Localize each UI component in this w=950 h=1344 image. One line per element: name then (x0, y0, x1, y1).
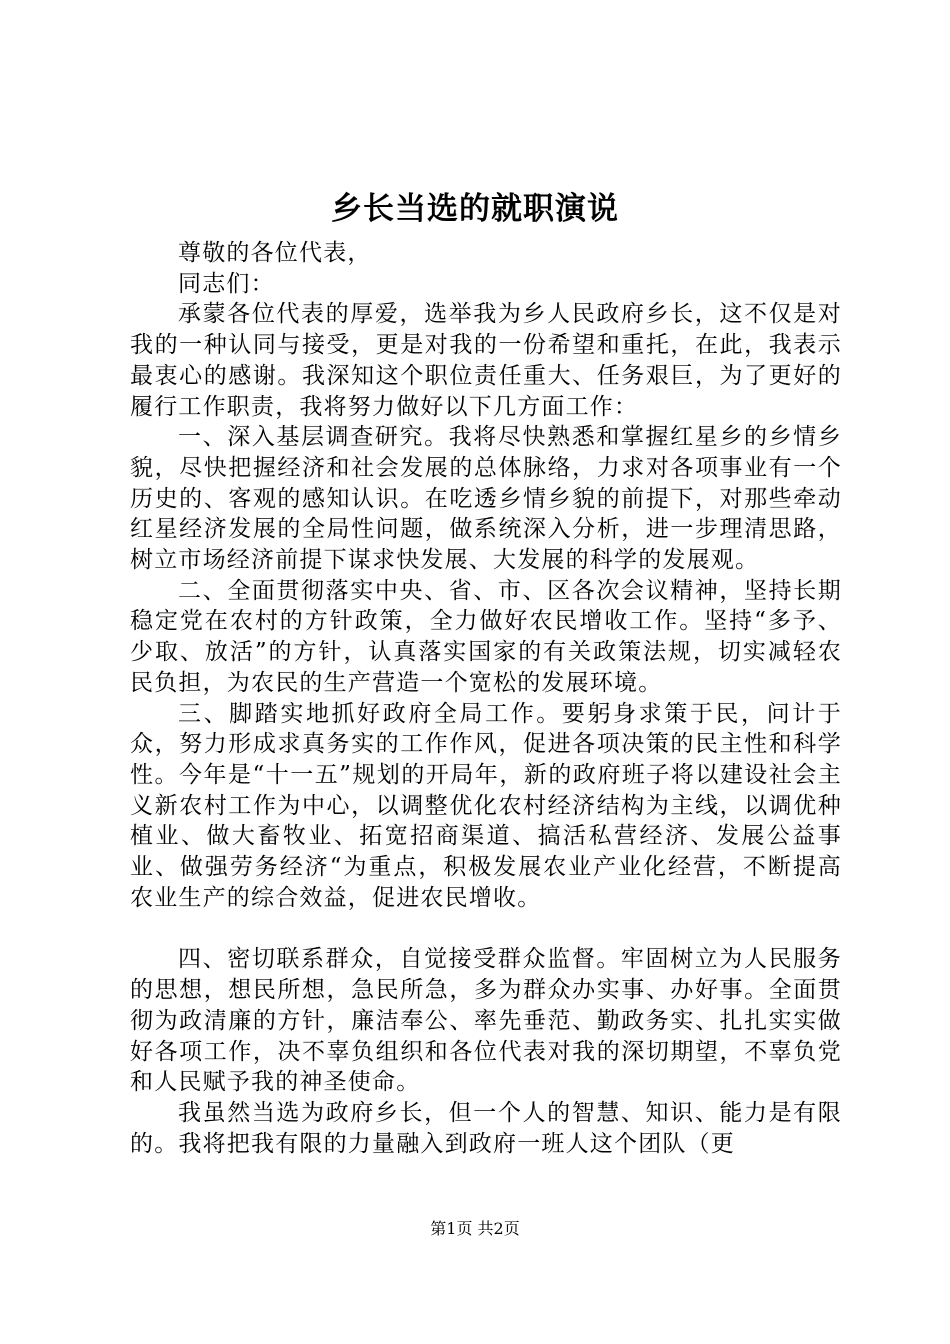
salutation-delegates: 尊敬的各位代表， (178, 240, 372, 266)
point-two-paragraph: 二、全面贯彻落实中央、省、市、区各次会议精神，坚持长期稳定党在农村的方针政策，全力做好农民增收工作。坚持“多予、少取、放活”的方针，认真落实国家的有关政策法规，切实减轻农民负担，为农民的生产营造一个宽松的发展环境。 (130, 577, 842, 696)
document-body (130, 238, 842, 1159)
intro-paragraph: 承蒙各位代表的厚爱，选举我为乡人民政府乡长，这不仅是对我的一种认同与接受，更是对我的一份希望和重托，在此，我表示最衷心的感谢。我深知这个职位责任重大、任务艰巨，为了更好的履行工作职责，我将努力做好以下几方面工作： (130, 301, 842, 420)
point-three-paragraph: 三、脚踏实地抓好政府全局工作。要躬身求策于民，问计于众，努力形成求真务实的工作作风，促进各项决策的民主性和科学性。今年是“十一五”规划的开局年，新的政府班子将以建设社会主义新农村工作为中心，以调整优化农村经济结构为主线，以调优种植业、做大畜牧业、拓宽招商渠道、搞活私营经济、发展公益事业、做强劳务经济“为重点，积极发展农业产业化经营，不断提高农业生产的综合效益，促进农民增收。 (130, 700, 842, 911)
salutation-comrades: 同志们： (178, 270, 275, 297)
closing-paragraph: 我虽然当选为政府乡长，但一个人的智慧、知识、能力是有限的。我将把我有限的力量融入到政府一班人这个团队（更 (130, 1099, 842, 1157)
point-four-paragraph: 四、密切联系群众，自觉接受群众监督。牢固树立为人民服务的思想，想民所想，急民所急，多为群众办实事、办好事。全面贯彻为政清廉的方针，廉洁奉公、率先垂范、勤政务实、扎扎实实做好各项工作，决不辜负组织和各位代表对我的深切期望，不辜负党和人民赋予我的神圣使命。 (130, 946, 842, 1096)
page-indicator: 第1页 共2页 (430, 1219, 520, 1238)
document-title: 乡长当选的就职演说 (331, 191, 619, 227)
point-one-paragraph: 一、深入基层调查研究。我将尽快熟悉和掌握红星乡的乡情乡貌，尽快把握经济和社会发展的总体脉络，力求对各项事业有一个历史的、客观的感知认识。在吃透乡情乡貌的前提下，对那些牵动红星经济发展的全局性问题，做系统深入分析，进一步理清思路，树立市场经济前提下谋求快发展、大发展的科学的发展观。 (130, 424, 842, 574)
